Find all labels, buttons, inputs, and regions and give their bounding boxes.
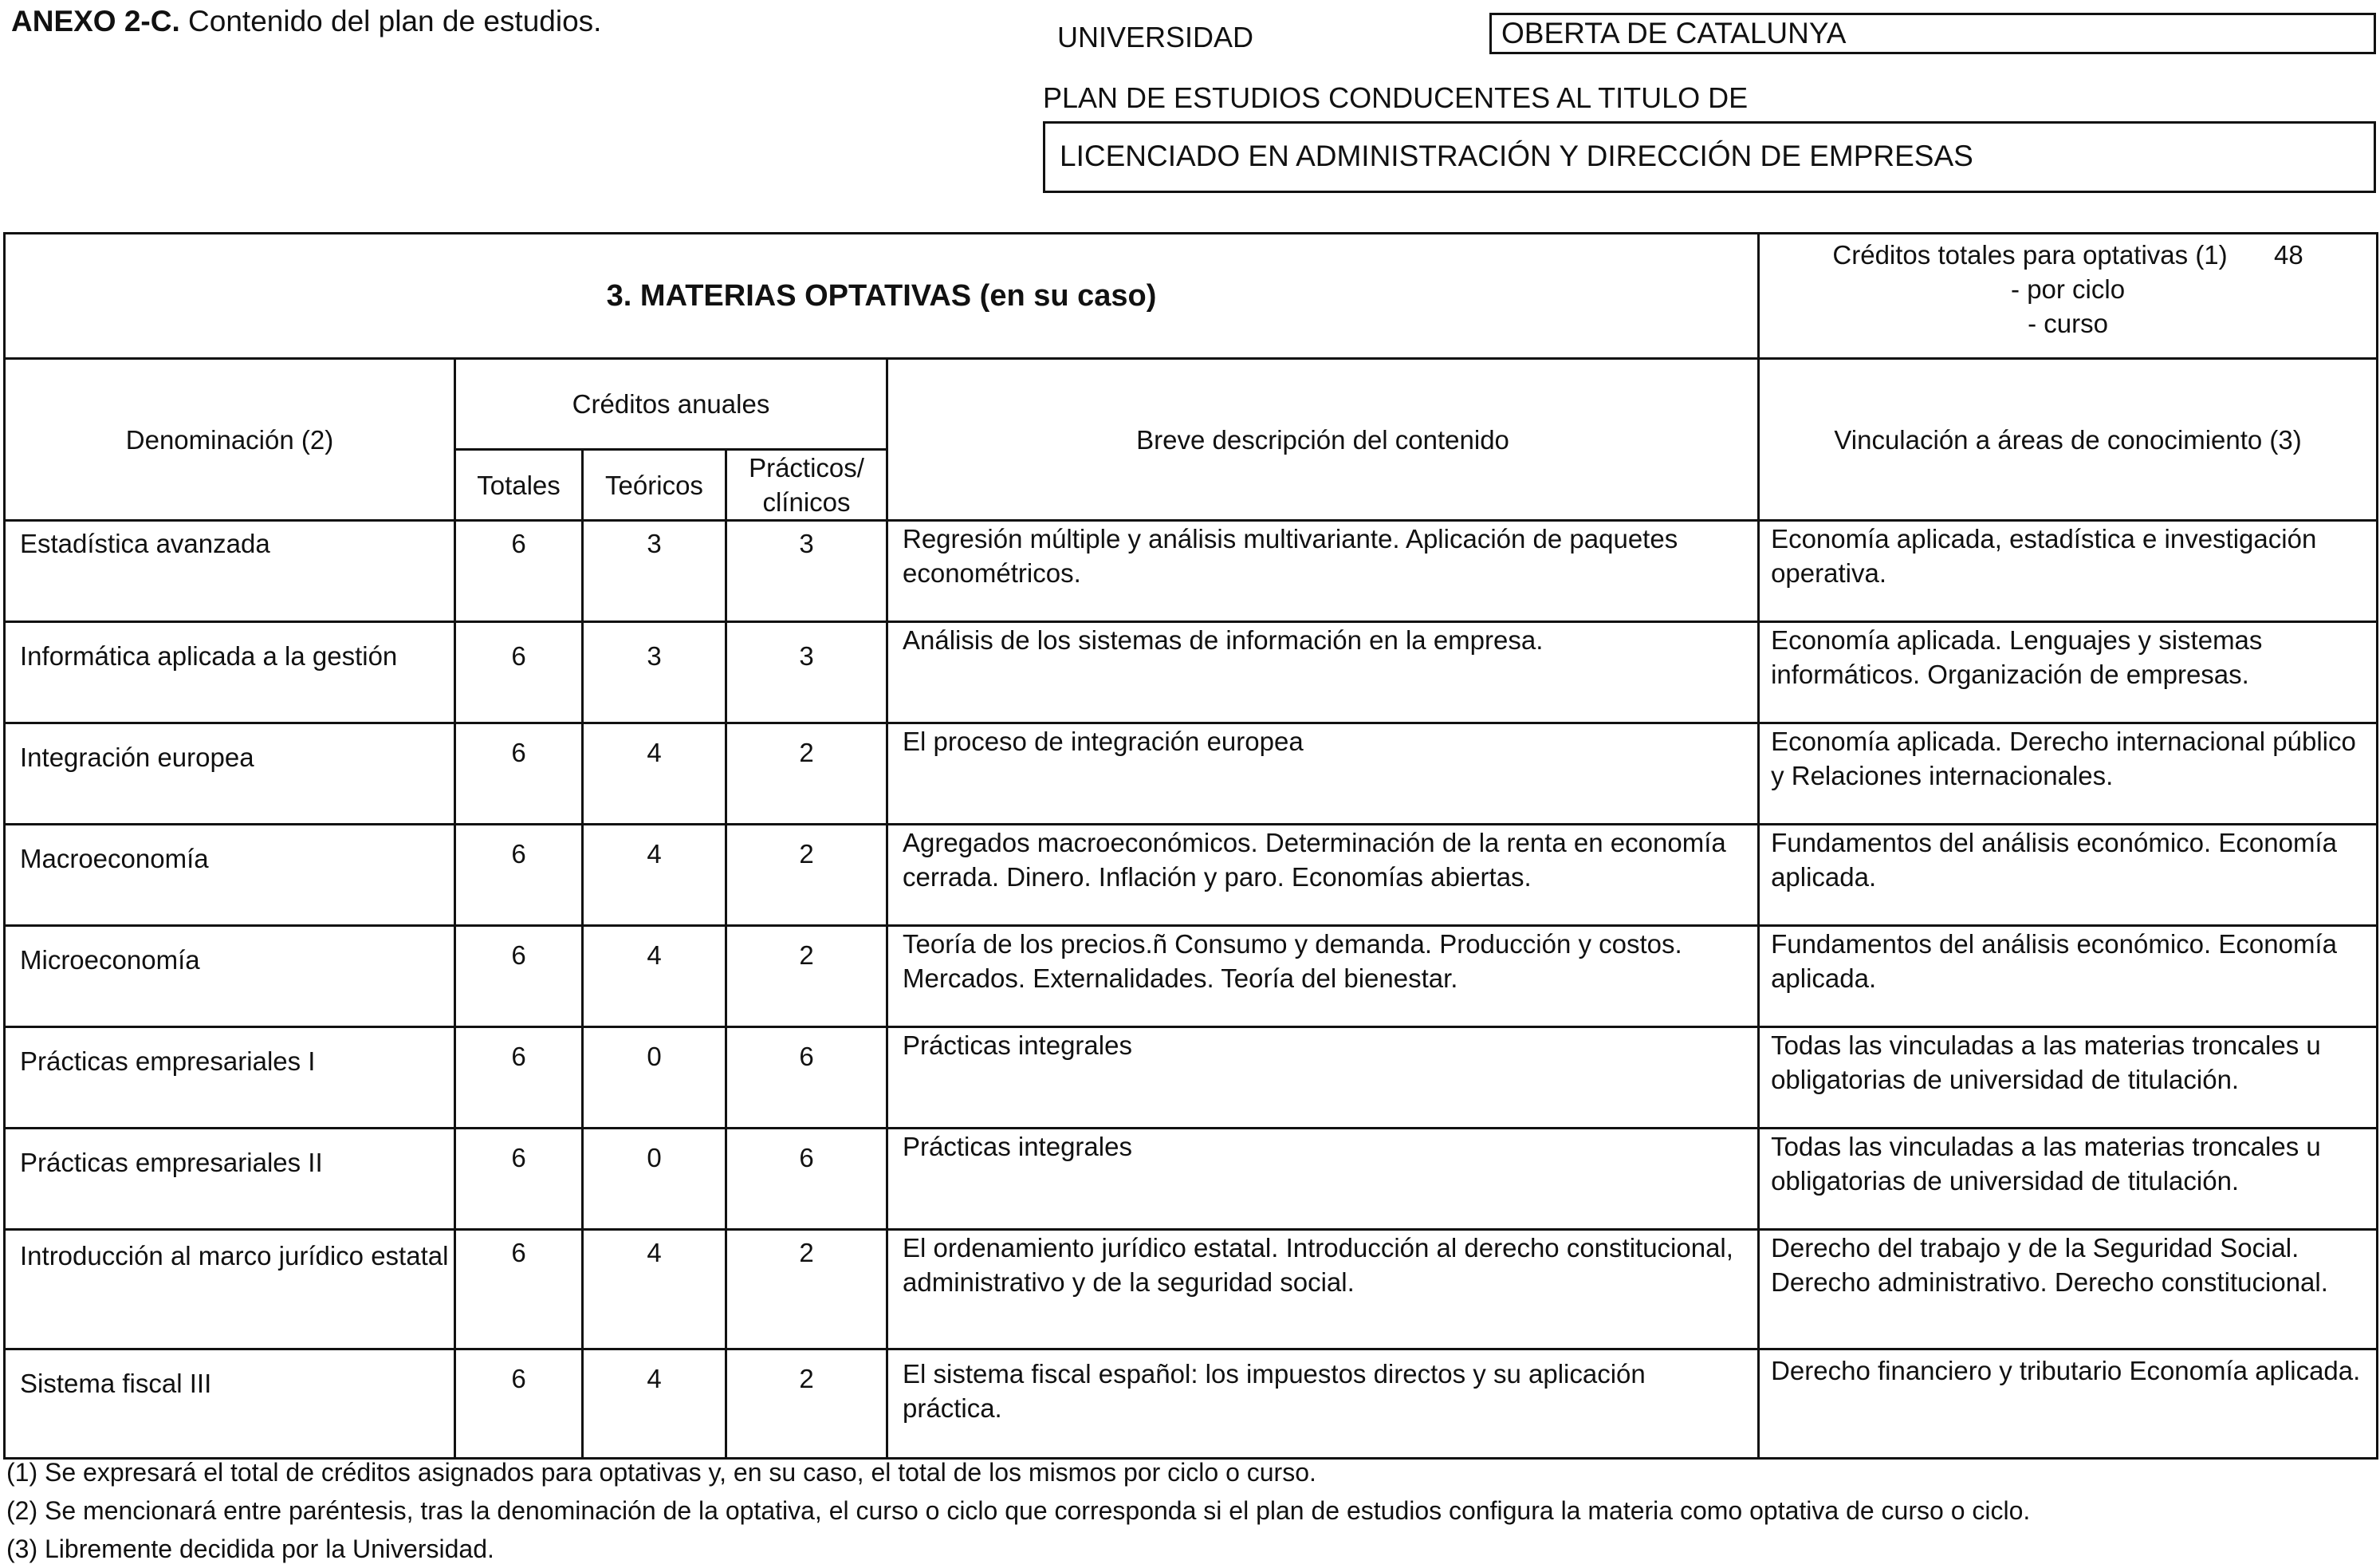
subject-description: Prácticas integrales: [887, 1129, 1759, 1230]
subject-description: Regresión múltiple y análisis multivariante. Aplicación de paquetes econométricos.: [887, 521, 1759, 622]
subject-name: Informática aplicada a la gestión: [5, 622, 455, 723]
credits-total-value: 48: [2274, 240, 2303, 270]
degree-title: LICENCIADO EN ADMINISTRACIÓN Y DIRECCIÓN DE EMPRESAS: [1060, 140, 1973, 172]
footnotes: [6, 1453, 2030, 1568]
subject-description: Prácticas integrales: [887, 1027, 1759, 1129]
table-row: [5, 926, 2378, 1027]
credits-teoricos: 4: [583, 1230, 726, 1349]
col-practicos-line1: Prácticos/: [749, 453, 864, 483]
subject-name: Prácticas empresariales I: [5, 1027, 455, 1129]
university-value: OBERTA DE CATALUNYA: [1501, 17, 1847, 49]
subject-description: El proceso de integración europea: [887, 723, 1759, 825]
credits-teoricos: 4: [583, 825, 726, 926]
credits-totales: 6: [455, 926, 583, 1027]
subject-name: Estadística avanzada: [5, 521, 455, 622]
table-row: [5, 825, 2378, 926]
table-row: [5, 1349, 2378, 1459]
credits-total-cell: [1759, 234, 2378, 359]
credits-totales: 6: [455, 622, 583, 723]
subject-areas: Economía aplicada, estadística e investigación operativa.: [1759, 521, 2378, 622]
column-header-row: [5, 359, 2378, 450]
col-denominacion: Denominación (2): [5, 359, 455, 521]
subject-areas: Todas las vinculadas a las materias troncales u obligatorias de universidad de titulación.: [1759, 1027, 2378, 1129]
credits-practicos: 6: [726, 1129, 887, 1230]
credits-totales: 6: [455, 723, 583, 825]
subject-name: Integración europea: [5, 723, 455, 825]
credits-per-course: - curso: [2028, 309, 2108, 338]
credits-totales: 6: [455, 1230, 583, 1349]
subject-areas: Derecho financiero y tributario Economía aplicada.: [1759, 1349, 2378, 1459]
credits-practicos: 2: [726, 1349, 887, 1459]
footnote-3: (3) Libremente decidida por la Universidad.: [6, 1535, 494, 1563]
subject-name: Sistema fiscal III: [5, 1349, 455, 1459]
credits-teoricos: 3: [583, 622, 726, 723]
credits-teoricos: 4: [583, 723, 726, 825]
annex-heading: [11, 5, 601, 38]
subject-name: Introducción al marco jurídico estatal: [5, 1230, 455, 1349]
credits-totales: 6: [455, 1129, 583, 1230]
subject-description: El ordenamiento jurídico estatal. Introducción al derecho constitucional, administrativo y de la seguridad social.: [887, 1230, 1759, 1349]
col-descripcion: Breve descripción del contenido: [887, 359, 1759, 521]
credits-practicos: 3: [726, 521, 887, 622]
credits-practicos: 2: [726, 926, 887, 1027]
table-title: 3. MATERIAS OPTATIVAS (en su caso): [5, 234, 1759, 359]
credits-per-cycle: - por ciclo: [2011, 274, 2126, 304]
credits-practicos: 2: [726, 825, 887, 926]
subject-name: Macroeconomía: [5, 825, 455, 926]
col-totales: Totales: [455, 450, 583, 521]
subject-name: Microeconomía: [5, 926, 455, 1027]
plan-label: PLAN DE ESTUDIOS CONDUCENTES AL TITULO DE: [1043, 81, 1749, 114]
table-row: [5, 1129, 2378, 1230]
subject-areas: Todas las vinculadas a las materias troncales u obligatorias de universidad de titulación.: [1759, 1129, 2378, 1230]
credits-totales: 6: [455, 1349, 583, 1459]
optional-subjects-table: [3, 232, 2378, 1460]
subject-description: Análisis de los sistemas de información en la empresa.: [887, 622, 1759, 723]
credits-teoricos: 4: [583, 926, 726, 1027]
degree-title-box: [1043, 121, 2376, 193]
table-title-row: [5, 234, 2378, 359]
credits-totales: 6: [455, 521, 583, 622]
col-creditos-anuales: Créditos anuales: [455, 359, 887, 450]
annex-label: ANEXO 2-C.: [11, 5, 180, 37]
col-practicos-line2: clínicos: [762, 487, 851, 517]
credits-totales: 6: [455, 825, 583, 926]
credits-total-label: Créditos totales para optativas (1): [1832, 240, 2228, 270]
subject-description: Agregados macroeconómicos. Determinación de la renta en economía cerrada. Dinero. Inflación y paro. Economías abiertas.: [887, 825, 1759, 926]
table-row: [5, 521, 2378, 622]
col-vinculacion: Vinculación a áreas de conocimiento (3): [1759, 359, 2378, 521]
credits-practicos: 3: [726, 622, 887, 723]
table-row: [5, 622, 2378, 723]
credits-practicos: 2: [726, 1230, 887, 1349]
subject-areas: Fundamentos del análisis económico. Economía aplicada.: [1759, 926, 2378, 1027]
footnote-2: (2) Se mencionará entre paréntesis, tras la denominación de la optativa, el curso o ciclo que corresponda si el plan de estudios configura la materia como optativa de curso o ciclo.: [6, 1496, 2031, 1525]
table-row: [5, 723, 2378, 825]
col-teoricos: Teóricos: [583, 450, 726, 521]
credits-teoricos: 0: [583, 1129, 726, 1230]
subject-description: El sistema fiscal español: los impuestos directos y su aplicación práctica.: [887, 1349, 1759, 1459]
credits-practicos: 6: [726, 1027, 887, 1129]
credits-totales: 6: [455, 1027, 583, 1129]
subject-name: Prácticas empresariales II: [5, 1129, 455, 1230]
col-practicos: [726, 450, 887, 521]
footnote-1: (1) Se expresará el total de créditos asignados para optativas y, en su caso, el total de los mismos por ciclo o curso.: [6, 1458, 1316, 1487]
annex-description: Contenido del plan de estudios.: [179, 5, 602, 37]
university-value-box: [1489, 13, 2376, 54]
credits-practicos: 2: [726, 723, 887, 825]
credits-teoricos: 4: [583, 1349, 726, 1459]
subject-areas: Economía aplicada. Derecho internacional público y Relaciones internacionales.: [1759, 723, 2378, 825]
table-row: [5, 1230, 2378, 1349]
credits-teoricos: 3: [583, 521, 726, 622]
table-row: [5, 1027, 2378, 1129]
subject-areas: Derecho del trabajo y de la Seguridad Social. Derecho administrativo. Derecho constitucional.: [1759, 1230, 2378, 1349]
credits-teoricos: 0: [583, 1027, 726, 1129]
subject-areas: Economía aplicada. Lenguajes y sistemas informáticos. Organización de empresas.: [1759, 622, 2378, 723]
university-label: UNIVERSIDAD: [1057, 21, 1254, 53]
subject-description: Teoría de los precios.ñ Consumo y demanda. Producción y costos. Mercados. Externalidades. Teoría del bienestar.: [887, 926, 1759, 1027]
subject-areas: Fundamentos del análisis económico. Economía aplicada.: [1759, 825, 2378, 926]
